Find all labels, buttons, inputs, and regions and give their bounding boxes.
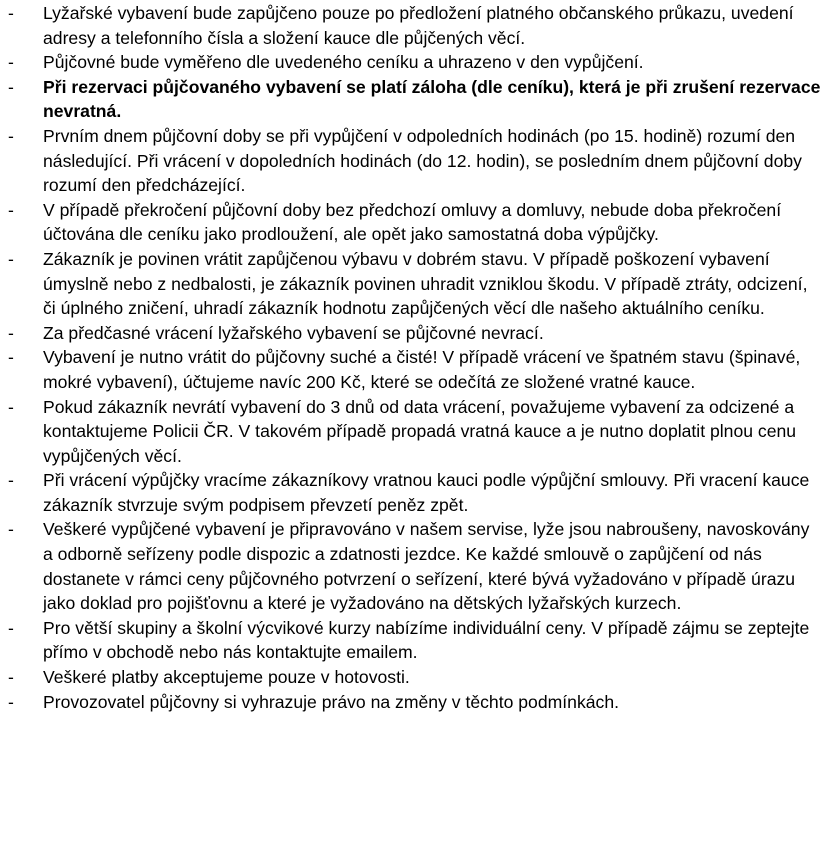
bullet-dash: - xyxy=(8,125,14,146)
bullet-dash: - xyxy=(8,76,14,97)
rule-item-8 xyxy=(0,345,832,394)
rule-item-2 xyxy=(0,50,832,75)
bullet-dash: - xyxy=(8,617,14,638)
rule-item-1 xyxy=(0,1,832,50)
bullet-dash: - xyxy=(8,667,14,688)
rule-text: Půjčovné bude vyměřeno dle uvedeného ceníku a uhrazeno v den vypůjčení. xyxy=(43,52,644,73)
rule-text: Při vrácení výpůjčky vracíme zákazníkovy vratnou kauci podle výpůjční smlouvy. Při vracení kauce zákazník stvrzuje svým podpisem převzetí peněz zpět. xyxy=(43,470,810,515)
rule-item-4 xyxy=(0,124,832,198)
rule-item-10 xyxy=(0,468,832,517)
rule-item-3 xyxy=(0,75,832,124)
rule-text: Pokud zákazník nevrátí vybavení do 3 dnů od data vrácení, považujeme vybavení za odcizené a kontaktujeme Policii ČR. V takovém případě propadá vratná kauce a je nutno doplatit plnou cenu vypůjčených věcí. xyxy=(43,396,797,466)
rental-terms-document xyxy=(0,1,832,714)
bullet-dash: - xyxy=(8,396,14,417)
rule-text: Veškeré platby akceptujeme pouze v hotovosti. xyxy=(43,667,410,688)
rule-item-14 xyxy=(0,690,832,715)
rule-text: Veškeré vypůjčené vybavení je připravováno v našem servise, lyže jsou nabroušeny, navoskovány a odborně seřízeny podle dispozic a zdatnosti jezdce. Ke každé smlouvě o zapůjčení od nás dostanete v rámci ceny půjčovného potvrzení o seřízení, které bývá vyžadováno v případě úrazu jako doklad pro pojišťovnu a které je vyžadováno na dětských lyžařských kurzech. xyxy=(43,519,810,614)
bullet-dash: - xyxy=(8,52,14,73)
bullet-dash: - xyxy=(8,322,14,343)
rule-text: Prvním dnem půjčovní doby se při vypůjčení v odpoledních hodinách (po 15. hodině) rozumí den následující. Při vrácení v dopoledních hodinách (do 12. hodin), se posledním dnem půjčovní doby rozumí den předcházející. xyxy=(43,125,802,196)
bullet-dash: - xyxy=(8,248,14,269)
bullet-dash: - xyxy=(8,347,14,368)
rule-item-6 xyxy=(0,247,832,321)
rule-text: Zákazník je povinen vrátit zapůjčenou výbavu v dobrém stavu. V případě poškození vybavení úmyslně nebo z nedbalosti, je zákazník povinen uhradit vzniklou škodu. V případě ztráty, odcizení, či úplného zničení, uhradí zákazník hodnotu zapůjčených věcí dle našeho aktuálního ceníku. xyxy=(43,248,808,319)
rule-item-11 xyxy=(0,517,832,615)
bullet-dash: - xyxy=(8,519,14,540)
rule-item-5 xyxy=(0,198,832,247)
rule-item-7 xyxy=(0,321,832,346)
rule-text: V případě překročení půjčovní doby bez předchozí omluvy a domluvy, nebude doba překročení účtována dle ceníku jako prodloužení, ale opět jako samostatná doba výpůjčky. xyxy=(43,199,782,245)
bullet-dash: - xyxy=(8,3,14,23)
bullet-dash: - xyxy=(8,470,14,491)
bullet-dash: - xyxy=(8,199,14,220)
rule-text: Provozovatel půjčovny si vyhrazuje právo na změny v těchto podmínkách. xyxy=(43,691,619,712)
bullet-dash: - xyxy=(8,691,14,712)
rule-text-bold: Při rezervaci půjčovaného vybavení se platí záloha (dle ceníku), která je při zrušení rezervace nevratná. xyxy=(43,76,821,122)
rule-text: Za předčasné vrácení lyžařského vybavení se půjčovné nevrací. xyxy=(43,322,544,343)
rule-text: Vybavení je nutno vrátit do půjčovny suché a čisté! V případě vrácení ve špatném stavu (špinavé, mokré vybavení), účtujeme navíc 200 Kč, které se odečítá ze složené vratné kauce. xyxy=(43,347,801,392)
rule-item-9 xyxy=(0,395,832,469)
rule-text: Pro větší skupiny a školní výcvikové kurzy nabízíme individuální ceny. V případě zájmu se zeptejte přímo v obchodě nebo nás kontaktujte emailem. xyxy=(43,617,810,663)
rule-text: Lyžařské vybavení bude zapůjčeno pouze po předložení platného občanského průkazu, uvedení adresy a telefonního čísla a složení kauce dle půjčených věcí. xyxy=(43,3,794,48)
rental-terms-list xyxy=(0,1,832,714)
rule-item-12 xyxy=(0,616,832,665)
rule-item-13 xyxy=(0,665,832,690)
